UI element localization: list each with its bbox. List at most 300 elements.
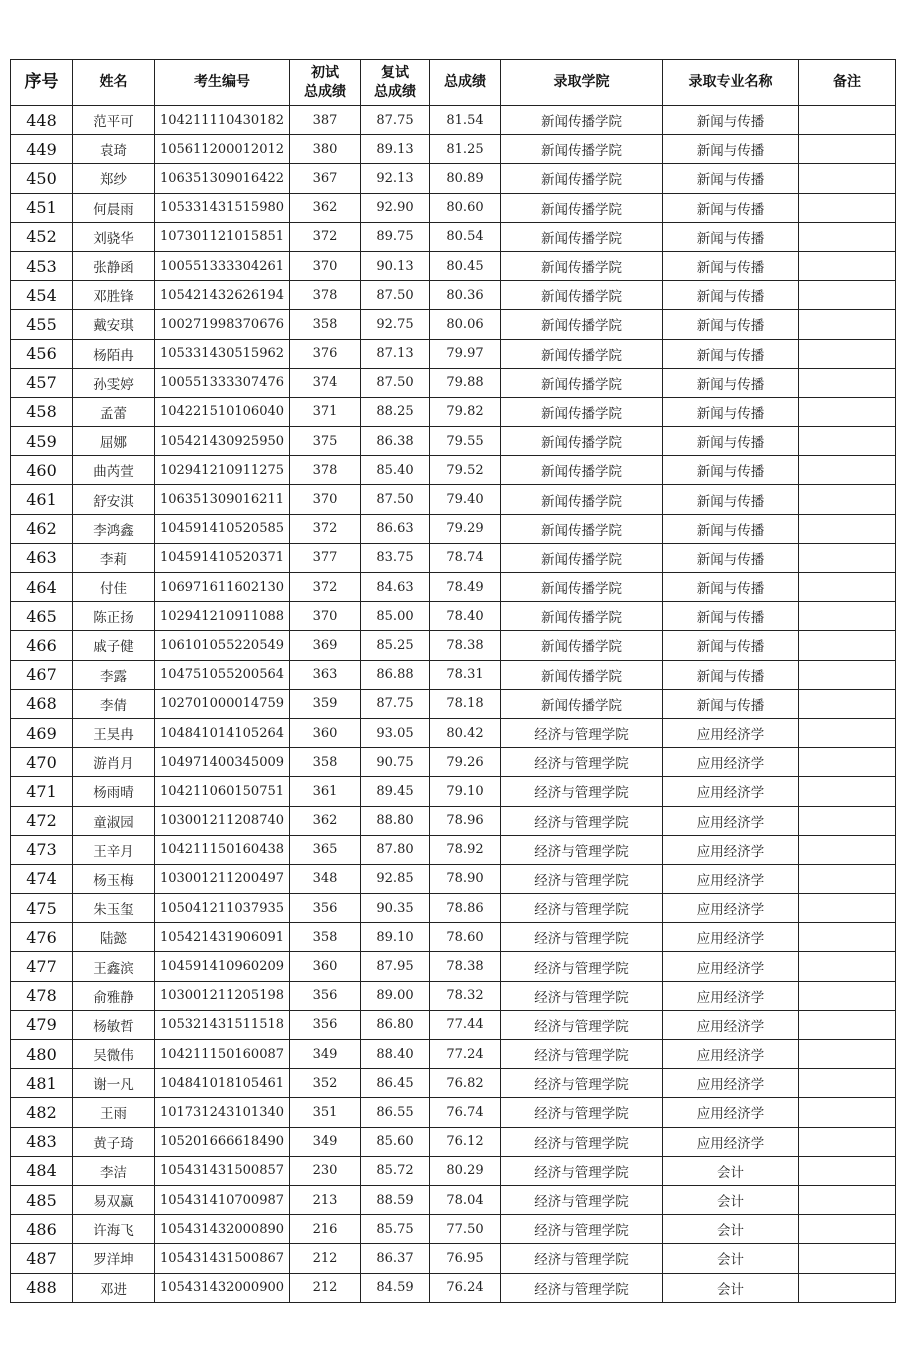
- cell-note: [799, 1098, 896, 1127]
- cell-major: 会计: [663, 1185, 799, 1214]
- cell-note: [799, 485, 896, 514]
- cell-name: 戴安琪: [73, 310, 155, 339]
- cell-exam-id: 104221510106040: [155, 397, 290, 426]
- cell-name: 陆懿: [73, 923, 155, 952]
- cell-prelim-score: 377: [290, 543, 361, 572]
- cell-total-score: 78.86: [430, 894, 501, 923]
- cell-seq: 460: [11, 456, 73, 485]
- cell-retest-score: 88.40: [361, 1040, 430, 1069]
- cell-exam-id: 103001211200497: [155, 864, 290, 893]
- cell-exam-id: 105321431511518: [155, 1010, 290, 1039]
- cell-major: 会计: [663, 1273, 799, 1302]
- cell-seq: 468: [11, 689, 73, 718]
- cell-note: [799, 1069, 896, 1098]
- cell-seq: 486: [11, 1215, 73, 1244]
- cell-total-score: 79.10: [430, 777, 501, 806]
- cell-name: 张静函: [73, 251, 155, 280]
- cell-seq: 478: [11, 981, 73, 1010]
- cell-name: 刘骁华: [73, 222, 155, 251]
- cell-note: [799, 748, 896, 777]
- cell-retest-score: 87.75: [361, 689, 430, 718]
- cell-major: 应用经济学: [663, 806, 799, 835]
- cell-total-score: 79.52: [430, 456, 501, 485]
- cell-note: [799, 543, 896, 572]
- cell-seq: 480: [11, 1040, 73, 1069]
- cell-note: [799, 981, 896, 1010]
- cell-exam-id: 103001211208740: [155, 806, 290, 835]
- cell-college: 新闻传播学院: [501, 222, 663, 251]
- cell-prelim-score: 376: [290, 339, 361, 368]
- table-row: [11, 923, 896, 952]
- cell-total-score: 76.74: [430, 1098, 501, 1127]
- cell-note: [799, 281, 896, 310]
- header-note: 备注: [799, 60, 896, 106]
- cell-retest-score: 87.75: [361, 106, 430, 135]
- cell-prelim-score: 370: [290, 251, 361, 280]
- cell-prelim-score: 351: [290, 1098, 361, 1127]
- cell-retest-score: 92.85: [361, 864, 430, 893]
- cell-college: 经济与管理学院: [501, 1069, 663, 1098]
- cell-prelim-score: 360: [290, 952, 361, 981]
- cell-prelim-score: 372: [290, 514, 361, 543]
- cell-exam-id: 104211150160087: [155, 1040, 290, 1069]
- cell-seq: 481: [11, 1069, 73, 1098]
- cell-exam-id: 105431432000890: [155, 1215, 290, 1244]
- cell-total-score: 80.89: [430, 164, 501, 193]
- cell-major: 应用经济学: [663, 864, 799, 893]
- cell-college: 新闻传播学院: [501, 339, 663, 368]
- cell-retest-score: 86.80: [361, 1010, 430, 1039]
- cell-total-score: 78.92: [430, 835, 501, 864]
- cell-total-score: 78.04: [430, 1185, 501, 1214]
- cell-total-score: 79.29: [430, 514, 501, 543]
- cell-total-score: 76.12: [430, 1127, 501, 1156]
- cell-name: 王雨: [73, 1098, 155, 1127]
- cell-exam-id: 106351309016422: [155, 164, 290, 193]
- cell-college: 经济与管理学院: [501, 864, 663, 893]
- cell-total-score: 77.50: [430, 1215, 501, 1244]
- cell-prelim-score: 361: [290, 777, 361, 806]
- cell-note: [799, 835, 896, 864]
- cell-seq: 464: [11, 573, 73, 602]
- cell-name: 童淑园: [73, 806, 155, 835]
- cell-prelim-score: 356: [290, 894, 361, 923]
- cell-major: 应用经济学: [663, 777, 799, 806]
- cell-total-score: 80.42: [430, 718, 501, 747]
- cell-note: [799, 1273, 896, 1302]
- cell-exam-id: 105201666618490: [155, 1127, 290, 1156]
- table-row: [11, 281, 896, 310]
- cell-total-score: 81.25: [430, 135, 501, 164]
- cell-major: 应用经济学: [663, 748, 799, 777]
- cell-college: 新闻传播学院: [501, 631, 663, 660]
- cell-college: 经济与管理学院: [501, 1010, 663, 1039]
- cell-exam-id: 104841018105461: [155, 1069, 290, 1098]
- cell-prelim-score: 387: [290, 106, 361, 135]
- cell-college: 经济与管理学院: [501, 1156, 663, 1185]
- cell-retest-score: 87.80: [361, 835, 430, 864]
- cell-seq: 456: [11, 339, 73, 368]
- table-row: [11, 689, 896, 718]
- cell-major: 新闻与传播: [663, 573, 799, 602]
- cell-total-score: 78.18: [430, 689, 501, 718]
- cell-major: 会计: [663, 1215, 799, 1244]
- cell-major: 新闻与传播: [663, 485, 799, 514]
- cell-name: 范平可: [73, 106, 155, 135]
- cell-name: 孙雯婷: [73, 368, 155, 397]
- cell-prelim-score: 359: [290, 689, 361, 718]
- cell-seq: 461: [11, 485, 73, 514]
- admission-table: [10, 59, 896, 1303]
- cell-name: 王昊冉: [73, 718, 155, 747]
- cell-total-score: 78.90: [430, 864, 501, 893]
- cell-name: 李倩: [73, 689, 155, 718]
- table-row: [11, 864, 896, 893]
- cell-seq: 454: [11, 281, 73, 310]
- cell-note: [799, 1156, 896, 1185]
- header-total-score: 总成绩: [430, 60, 501, 106]
- cell-name: 郑纱: [73, 164, 155, 193]
- cell-name: 李露: [73, 660, 155, 689]
- cell-name: 吴微伟: [73, 1040, 155, 1069]
- cell-seq: 487: [11, 1244, 73, 1273]
- cell-note: [799, 251, 896, 280]
- cell-retest-score: 92.13: [361, 164, 430, 193]
- table-row: [11, 602, 896, 631]
- cell-college: 经济与管理学院: [501, 923, 663, 952]
- cell-major: 新闻与传播: [663, 689, 799, 718]
- cell-note: [799, 1215, 896, 1244]
- cell-major: 应用经济学: [663, 718, 799, 747]
- cell-college: 经济与管理学院: [501, 835, 663, 864]
- table-row: [11, 543, 896, 572]
- cell-name: 陈正扬: [73, 602, 155, 631]
- cell-retest-score: 86.88: [361, 660, 430, 689]
- cell-prelim-score: 230: [290, 1156, 361, 1185]
- cell-total-score: 79.82: [430, 397, 501, 426]
- cell-major: 应用经济学: [663, 981, 799, 1010]
- cell-name: 杨陌冉: [73, 339, 155, 368]
- header-retest-score: 复试 总成绩: [361, 60, 430, 106]
- cell-name: 舒安淇: [73, 485, 155, 514]
- cell-college: 新闻传播学院: [501, 135, 663, 164]
- cell-note: [799, 689, 896, 718]
- cell-seq: 466: [11, 631, 73, 660]
- cell-retest-score: 88.59: [361, 1185, 430, 1214]
- cell-note: [799, 427, 896, 456]
- cell-total-score: 79.97: [430, 339, 501, 368]
- cell-college: 经济与管理学院: [501, 1244, 663, 1273]
- cell-college: 新闻传播学院: [501, 281, 663, 310]
- cell-major: 应用经济学: [663, 1098, 799, 1127]
- table-body: [11, 106, 896, 1303]
- cell-prelim-score: 356: [290, 1010, 361, 1039]
- cell-total-score: 79.26: [430, 748, 501, 777]
- cell-retest-score: 90.35: [361, 894, 430, 923]
- cell-retest-score: 87.50: [361, 281, 430, 310]
- cell-prelim-score: 365: [290, 835, 361, 864]
- cell-total-score: 80.06: [430, 310, 501, 339]
- cell-prelim-score: 362: [290, 806, 361, 835]
- table-row: [11, 777, 896, 806]
- cell-note: [799, 1185, 896, 1214]
- cell-name: 许海飞: [73, 1215, 155, 1244]
- table-row: [11, 1098, 896, 1127]
- table-row: [11, 718, 896, 747]
- cell-college: 经济与管理学院: [501, 718, 663, 747]
- cell-major: 应用经济学: [663, 923, 799, 952]
- table-row: [11, 456, 896, 485]
- cell-exam-id: 104591410520371: [155, 543, 290, 572]
- cell-retest-score: 89.10: [361, 923, 430, 952]
- table-row: [11, 1069, 896, 1098]
- cell-name: 邓胜锋: [73, 281, 155, 310]
- cell-name: 付佳: [73, 573, 155, 602]
- cell-college: 经济与管理学院: [501, 981, 663, 1010]
- cell-major: 应用经济学: [663, 1127, 799, 1156]
- cell-total-score: 78.49: [430, 573, 501, 602]
- cell-exam-id: 106351309016211: [155, 485, 290, 514]
- cell-seq: 455: [11, 310, 73, 339]
- cell-total-score: 78.38: [430, 631, 501, 660]
- cell-note: [799, 864, 896, 893]
- cell-college: 新闻传播学院: [501, 514, 663, 543]
- cell-total-score: 76.95: [430, 1244, 501, 1273]
- cell-retest-score: 89.75: [361, 222, 430, 251]
- cell-prelim-score: 371: [290, 397, 361, 426]
- cell-college: 经济与管理学院: [501, 1040, 663, 1069]
- cell-prelim-score: 358: [290, 923, 361, 952]
- cell-college: 经济与管理学院: [501, 1273, 663, 1302]
- cell-total-score: 80.36: [430, 281, 501, 310]
- table-row: [11, 106, 896, 135]
- cell-retest-score: 86.63: [361, 514, 430, 543]
- cell-note: [799, 806, 896, 835]
- cell-exam-id: 104751055200564: [155, 660, 290, 689]
- cell-seq: 467: [11, 660, 73, 689]
- cell-exam-id: 103001211205198: [155, 981, 290, 1010]
- cell-note: [799, 718, 896, 747]
- cell-name: 屈娜: [73, 427, 155, 456]
- cell-note: [799, 1040, 896, 1069]
- table-row: [11, 1127, 896, 1156]
- table-row: [11, 806, 896, 835]
- cell-total-score: 79.88: [430, 368, 501, 397]
- cell-retest-score: 86.38: [361, 427, 430, 456]
- cell-major: 会计: [663, 1244, 799, 1273]
- cell-exam-id: 104211150160438: [155, 835, 290, 864]
- cell-exam-id: 105421430925950: [155, 427, 290, 456]
- cell-seq: 449: [11, 135, 73, 164]
- cell-prelim-score: 374: [290, 368, 361, 397]
- table-row: [11, 952, 896, 981]
- cell-retest-score: 85.60: [361, 1127, 430, 1156]
- cell-retest-score: 83.75: [361, 543, 430, 572]
- cell-prelim-score: 372: [290, 222, 361, 251]
- cell-retest-score: 89.00: [361, 981, 430, 1010]
- cell-exam-id: 106101055220549: [155, 631, 290, 660]
- cell-exam-id: 100551333307476: [155, 368, 290, 397]
- cell-note: [799, 631, 896, 660]
- cell-exam-id: 105431410700987: [155, 1185, 290, 1214]
- cell-name: 谢一凡: [73, 1069, 155, 1098]
- cell-total-score: 76.82: [430, 1069, 501, 1098]
- cell-total-score: 79.40: [430, 485, 501, 514]
- cell-total-score: 80.45: [430, 251, 501, 280]
- cell-prelim-score: 369: [290, 631, 361, 660]
- cell-college: 经济与管理学院: [501, 806, 663, 835]
- cell-retest-score: 85.40: [361, 456, 430, 485]
- cell-name: 罗洋坤: [73, 1244, 155, 1273]
- cell-prelim-score: 216: [290, 1215, 361, 1244]
- table-row: [11, 368, 896, 397]
- cell-note: [799, 923, 896, 952]
- cell-seq: 448: [11, 106, 73, 135]
- cell-college: 经济与管理学院: [501, 1215, 663, 1244]
- cell-total-score: 78.31: [430, 660, 501, 689]
- cell-retest-score: 84.59: [361, 1273, 430, 1302]
- cell-college: 新闻传播学院: [501, 602, 663, 631]
- cell-college: 新闻传播学院: [501, 543, 663, 572]
- cell-prelim-score: 378: [290, 456, 361, 485]
- cell-note: [799, 952, 896, 981]
- cell-major: 应用经济学: [663, 1040, 799, 1069]
- cell-retest-score: 87.13: [361, 339, 430, 368]
- cell-retest-score: 84.63: [361, 573, 430, 602]
- table-row: [11, 1244, 896, 1273]
- cell-college: 新闻传播学院: [501, 427, 663, 456]
- cell-major: 新闻与传播: [663, 135, 799, 164]
- cell-major: 新闻与传播: [663, 164, 799, 193]
- cell-major: 应用经济学: [663, 952, 799, 981]
- cell-seq: 469: [11, 718, 73, 747]
- cell-prelim-score: 378: [290, 281, 361, 310]
- cell-major: 应用经济学: [663, 835, 799, 864]
- cell-seq: 470: [11, 748, 73, 777]
- cell-name: 李莉: [73, 543, 155, 572]
- table-row: [11, 573, 896, 602]
- cell-major: 应用经济学: [663, 1010, 799, 1039]
- cell-retest-score: 87.95: [361, 952, 430, 981]
- table-row: [11, 660, 896, 689]
- cell-total-score: 77.24: [430, 1040, 501, 1069]
- cell-name: 杨雨晴: [73, 777, 155, 806]
- cell-name: 易双赢: [73, 1185, 155, 1214]
- cell-note: [799, 602, 896, 631]
- cell-exam-id: 105331430515962: [155, 339, 290, 368]
- table-row: [11, 485, 896, 514]
- cell-name: 曲芮萱: [73, 456, 155, 485]
- cell-college: 新闻传播学院: [501, 397, 663, 426]
- cell-seq: 482: [11, 1098, 73, 1127]
- cell-college: 新闻传播学院: [501, 689, 663, 718]
- cell-note: [799, 397, 896, 426]
- cell-major: 新闻与传播: [663, 456, 799, 485]
- cell-major: 应用经济学: [663, 1069, 799, 1098]
- cell-exam-id: 102941210911275: [155, 456, 290, 485]
- cell-note: [799, 456, 896, 485]
- cell-prelim-score: 360: [290, 718, 361, 747]
- cell-total-score: 76.24: [430, 1273, 501, 1302]
- cell-college: 经济与管理学院: [501, 894, 663, 923]
- cell-exam-id: 105611200012012: [155, 135, 290, 164]
- table-row: [11, 310, 896, 339]
- table-row: [11, 894, 896, 923]
- cell-seq: 451: [11, 193, 73, 222]
- cell-name: 邓进: [73, 1273, 155, 1302]
- cell-name: 朱玉玺: [73, 894, 155, 923]
- cell-seq: 477: [11, 952, 73, 981]
- cell-college: 新闻传播学院: [501, 251, 663, 280]
- cell-seq: 459: [11, 427, 73, 456]
- cell-seq: 462: [11, 514, 73, 543]
- cell-college: 新闻传播学院: [501, 573, 663, 602]
- cell-major: 新闻与传播: [663, 193, 799, 222]
- cell-prelim-score: 367: [290, 164, 361, 193]
- cell-name: 戚子健: [73, 631, 155, 660]
- cell-name: 王辛月: [73, 835, 155, 864]
- table-row: [11, 164, 896, 193]
- cell-name: 孟蕾: [73, 397, 155, 426]
- table-row: [11, 1215, 896, 1244]
- table-row: [11, 514, 896, 543]
- table-row: [11, 251, 896, 280]
- cell-exam-id: 104971400345009: [155, 748, 290, 777]
- cell-major: 新闻与传播: [663, 339, 799, 368]
- cell-exam-id: 104591410960209: [155, 952, 290, 981]
- cell-total-score: 78.40: [430, 602, 501, 631]
- cell-retest-score: 88.80: [361, 806, 430, 835]
- cell-note: [799, 368, 896, 397]
- cell-major: 新闻与传播: [663, 281, 799, 310]
- cell-exam-id: 104841014105264: [155, 718, 290, 747]
- cell-exam-id: 105421431906091: [155, 923, 290, 952]
- cell-total-score: 78.38: [430, 952, 501, 981]
- cell-seq: 474: [11, 864, 73, 893]
- cell-seq: 457: [11, 368, 73, 397]
- cell-total-score: 78.74: [430, 543, 501, 572]
- cell-major: 新闻与传播: [663, 106, 799, 135]
- cell-retest-score: 93.05: [361, 718, 430, 747]
- cell-note: [799, 660, 896, 689]
- cell-note: [799, 1127, 896, 1156]
- cell-note: [799, 894, 896, 923]
- cell-seq: 476: [11, 923, 73, 952]
- cell-note: [799, 106, 896, 135]
- cell-note: [799, 573, 896, 602]
- cell-college: 新闻传播学院: [501, 193, 663, 222]
- cell-note: [799, 222, 896, 251]
- cell-prelim-score: 212: [290, 1244, 361, 1273]
- cell-exam-id: 100551333304261: [155, 251, 290, 280]
- cell-major: 新闻与传播: [663, 602, 799, 631]
- header-college: 录取学院: [501, 60, 663, 106]
- cell-total-score: 79.55: [430, 427, 501, 456]
- table-row: [11, 1273, 896, 1302]
- cell-major: 新闻与传播: [663, 310, 799, 339]
- cell-seq: 471: [11, 777, 73, 806]
- cell-name: 杨敏哲: [73, 1010, 155, 1039]
- cell-prelim-score: 349: [290, 1040, 361, 1069]
- cell-prelim-score: 348: [290, 864, 361, 893]
- cell-total-score: 80.60: [430, 193, 501, 222]
- cell-prelim-score: 358: [290, 748, 361, 777]
- cell-prelim-score: 349: [290, 1127, 361, 1156]
- cell-prelim-score: 356: [290, 981, 361, 1010]
- cell-retest-score: 85.25: [361, 631, 430, 660]
- cell-name: 袁琦: [73, 135, 155, 164]
- table-row: [11, 748, 896, 777]
